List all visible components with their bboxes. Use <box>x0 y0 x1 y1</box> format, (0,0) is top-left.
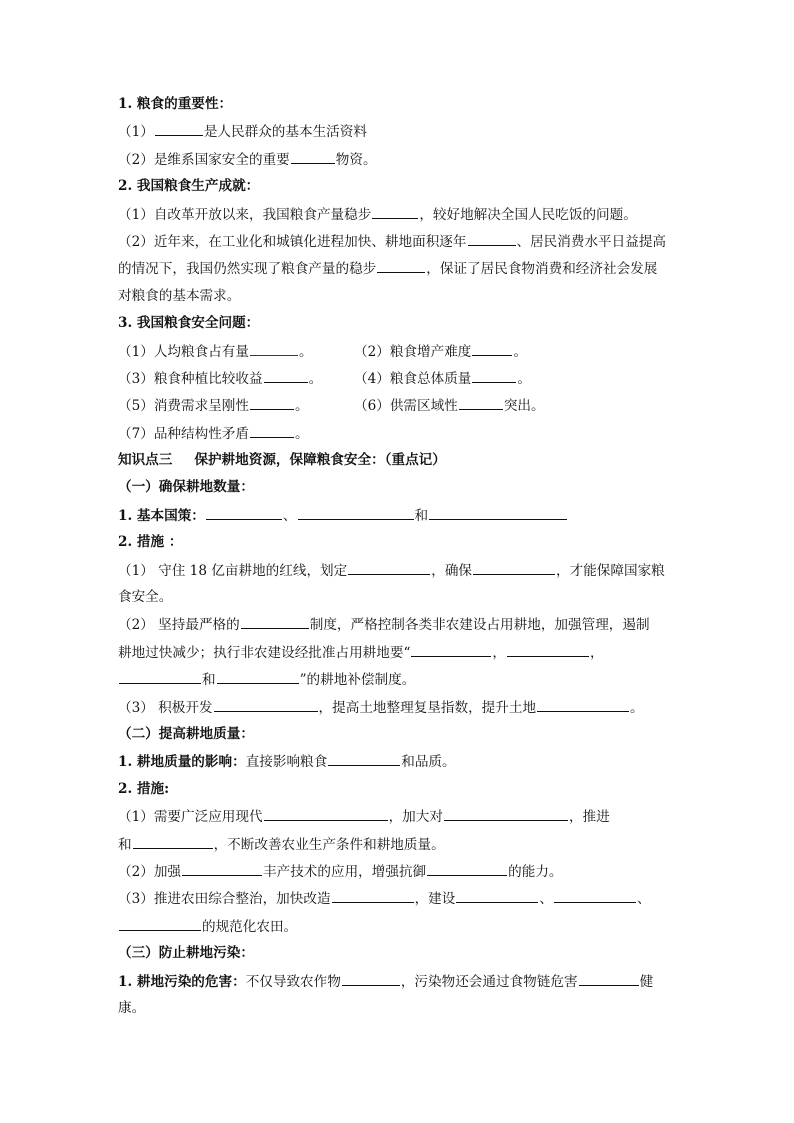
fill-blank[interactable] <box>182 861 262 876</box>
quality-measure-1-line-1 <box>118 806 678 826</box>
fill-blank[interactable] <box>427 861 507 876</box>
s3-item-3: （3）粮食种植比较收益 <box>118 370 263 387</box>
s2-item-2-line-2 <box>118 258 678 278</box>
s3-row-3 <box>118 395 678 415</box>
fill-blank[interactable] <box>328 751 400 766</box>
worksheet <box>118 94 678 1025</box>
fill-blank[interactable] <box>444 806 568 821</box>
s1-item-2-text: （2）是维系国家安全的重要 <box>118 151 290 168</box>
fill-blank[interactable] <box>348 560 430 575</box>
quality-measure-1-text-4: ，不断改善农业生产条件和耕地质量。 <box>213 836 445 853</box>
s2-item-2-end: 、居民消费水平日益提高 <box>516 233 667 250</box>
fill-blank[interactable] <box>372 204 418 219</box>
s2-item-1 <box>118 204 678 224</box>
fill-blank[interactable] <box>429 505 567 520</box>
pollution-harm-text-2: ，污染物还会通过食物链危害 <box>400 973 578 990</box>
separator: 、 <box>282 507 297 524</box>
measure-1-text-2: ，确保 <box>431 562 473 579</box>
fill-blank[interactable] <box>133 834 213 849</box>
period: 。 <box>295 425 309 442</box>
quality-measure-3-text-3: 的规范化农田。 <box>202 918 298 935</box>
section-1-title: 1. 粮食的重要性： <box>118 96 233 112</box>
measure-3-text-2: ，提高土地整理复垦指数，提升土地 <box>318 699 537 716</box>
fill-blank[interactable] <box>456 888 538 903</box>
separator: 、 <box>539 891 553 908</box>
fill-blank[interactable] <box>250 341 298 356</box>
s3-item-7: （7）品种结构性矛盾 <box>118 425 249 442</box>
fill-blank[interactable] <box>217 669 299 684</box>
conjunction: 和 <box>202 672 216 689</box>
measure-2-text-3: 耕地过快减少；执行非农建设经批准占用耕地要“ <box>118 644 411 661</box>
measure-2-text: （2） 坚持最严格的 <box>118 617 240 634</box>
s3-item-6: （6）供需区域性 <box>354 398 458 415</box>
pollution-harm-text: 不仅导致农作物 <box>245 973 341 990</box>
s3-row-2 <box>118 368 678 388</box>
fill-blank[interactable] <box>411 642 491 657</box>
s2-item-2-line-3: 对粮食的基本需求。 <box>118 287 241 304</box>
s2-item-2-text-2: 的情况下，我国仍然实现了粮食产量的稳步 <box>118 261 377 278</box>
kp3-heading: 保护耕地资源，保障粮食安全：（重点记） <box>194 452 446 469</box>
quality-measure-2-text: （2）加强 <box>118 863 182 880</box>
fill-blank[interactable] <box>291 149 335 164</box>
s2-item-2-text: （2）近年来，在工业化和城镇化进程加快、耕地面积逐年 <box>118 233 467 250</box>
subsection-3-title: （三）防止耕地污染： <box>118 945 254 962</box>
fill-blank[interactable] <box>332 888 414 903</box>
fill-blank[interactable] <box>298 505 414 520</box>
kp3-label: 知识点三 <box>118 452 173 469</box>
pollution-harm-text-3: 健 <box>639 973 654 990</box>
subsection-2-title: （二）提高耕地质量： <box>118 725 254 742</box>
fill-blank[interactable] <box>241 614 309 629</box>
s3-row-4 <box>118 423 678 443</box>
fill-blank[interactable] <box>264 806 388 821</box>
fill-blank[interactable] <box>250 395 294 410</box>
fill-blank[interactable] <box>459 395 503 410</box>
fill-blank[interactable] <box>206 505 282 520</box>
s1-item-2 <box>118 149 678 169</box>
period: 。 <box>630 699 644 716</box>
s2-item-1-end: ，较好地解决全国人民吃饭的问题。 <box>419 206 637 223</box>
pollution-harm-line-1 <box>118 971 678 991</box>
s1-item-1-num: （1） <box>118 124 154 141</box>
measure-3 <box>118 697 678 717</box>
period: 。 <box>513 343 527 360</box>
quality-impact-text: 直接影响粮食 <box>245 754 328 771</box>
fill-blank[interactable] <box>472 368 516 383</box>
quality-measure-2-text-2: 丰产技术的应用，增强抗御 <box>263 863 427 880</box>
fill-blank[interactable] <box>119 669 201 684</box>
measure-1-line-1 <box>118 560 678 580</box>
period: 。 <box>517 370 531 387</box>
measures-title: 2. 措施 ： <box>118 534 183 551</box>
policy-label: 1. 基本国策： <box>118 507 205 524</box>
fill-blank[interactable] <box>214 697 318 712</box>
conjunction: 和 <box>414 507 429 524</box>
measure-1-line-2: 食安全。 <box>118 589 173 606</box>
section-3-title: 3. 我国粮食安全问题： <box>118 315 260 332</box>
s3-row-1 <box>118 341 678 361</box>
comma: ， <box>590 644 604 661</box>
measure-2-line-2 <box>118 642 678 662</box>
fill-blank[interactable] <box>155 121 203 136</box>
pollution-harm-label: 1. 耕地污染的危害： <box>118 973 246 990</box>
s3-item-2: （2）粮食增产难度 <box>354 343 472 360</box>
subsection-1-title: （一）确保耕地数量： <box>118 479 254 496</box>
measure-2-line-3 <box>118 669 678 689</box>
quality-measure-2-text-3: 的能力。 <box>508 863 563 880</box>
measure-3-text: （3） 积极开发 <box>118 699 213 716</box>
quality-measure-2 <box>118 861 678 881</box>
quality-impact-end: 和品质。 <box>401 754 456 771</box>
quality-measure-3-line-1 <box>118 888 678 908</box>
fill-blank[interactable] <box>507 642 589 657</box>
s3-item-5: （5）消费需求呈刚性 <box>118 398 249 415</box>
quality-measure-1-line-2 <box>118 834 678 854</box>
s1-item-1 <box>118 121 678 141</box>
quality-measures-title: 2. 措施: <box>118 780 170 797</box>
quality-measure-1-text: （1）需要广泛应用现代 <box>118 809 263 826</box>
s2-item-1-text: （1）自改革开放以来，我国粮食产量稳步 <box>118 206 372 223</box>
quality-impact-label: 1. 耕地质量的影响： <box>118 754 246 771</box>
measure-1-text: （1） 守住 18 亿亩耕地的红线，划定 <box>118 562 348 579</box>
fill-blank[interactable] <box>468 231 516 246</box>
quality-measure-1-text-2: ，加大对 <box>388 809 443 826</box>
period: 。 <box>299 343 313 360</box>
measure-2-line-1 <box>118 614 678 634</box>
s1-item-2-end: 物资。 <box>335 151 377 168</box>
quality-measure-1-text-3: ，推进 <box>568 809 610 826</box>
s2-item-2-line-1 <box>118 231 678 251</box>
fill-blank[interactable] <box>377 258 425 273</box>
s1-item-1-text: 是人民群众的基本生活资料 <box>203 124 367 141</box>
fill-blank[interactable] <box>342 971 400 986</box>
fill-blank[interactable] <box>537 697 629 712</box>
s3-item-6-end: 突出。 <box>503 398 545 415</box>
fill-blank[interactable] <box>554 888 636 903</box>
quality-measure-3-text: （3）推进农田综合整治，加快改造 <box>118 891 331 908</box>
fill-blank[interactable] <box>119 916 201 931</box>
section-2-title: 2. 我国粮食生产成就： <box>118 178 260 195</box>
comma: ， <box>492 644 507 661</box>
policy-line <box>118 505 678 525</box>
fill-blank[interactable] <box>473 560 555 575</box>
s3-item-4: （4）粮食总体质量 <box>354 370 472 387</box>
period: 。 <box>308 370 323 387</box>
knowledge-point-3-title <box>118 450 678 470</box>
fill-blank[interactable] <box>250 423 294 438</box>
measure-1-text-3: ，才能保障国家粮 <box>556 562 665 579</box>
conjunction: 和 <box>118 836 132 853</box>
quality-impact <box>118 751 678 771</box>
s2-item-2-end-2: ，保证了居民食物消费和经济社会发展 <box>426 261 658 278</box>
quality-measure-3-line-2 <box>118 916 678 936</box>
fill-blank[interactable] <box>472 341 512 356</box>
pollution-harm-line-2: 康。 <box>118 999 146 1016</box>
fill-blank[interactable] <box>264 368 308 383</box>
s3-item-1: （1）人均粮食占有量 <box>118 343 249 360</box>
measure-2-text-2: 制度，严格控制各类非农建设占用耕地，加强管理，遏制 <box>309 617 650 634</box>
measure-2-text-4: ”的耕地补偿制度。 <box>299 672 416 689</box>
separator: 、 <box>636 891 651 908</box>
quality-measure-3-text-2: ，建设 <box>414 891 456 908</box>
fill-blank[interactable] <box>579 971 639 986</box>
period: 。 <box>295 398 309 415</box>
